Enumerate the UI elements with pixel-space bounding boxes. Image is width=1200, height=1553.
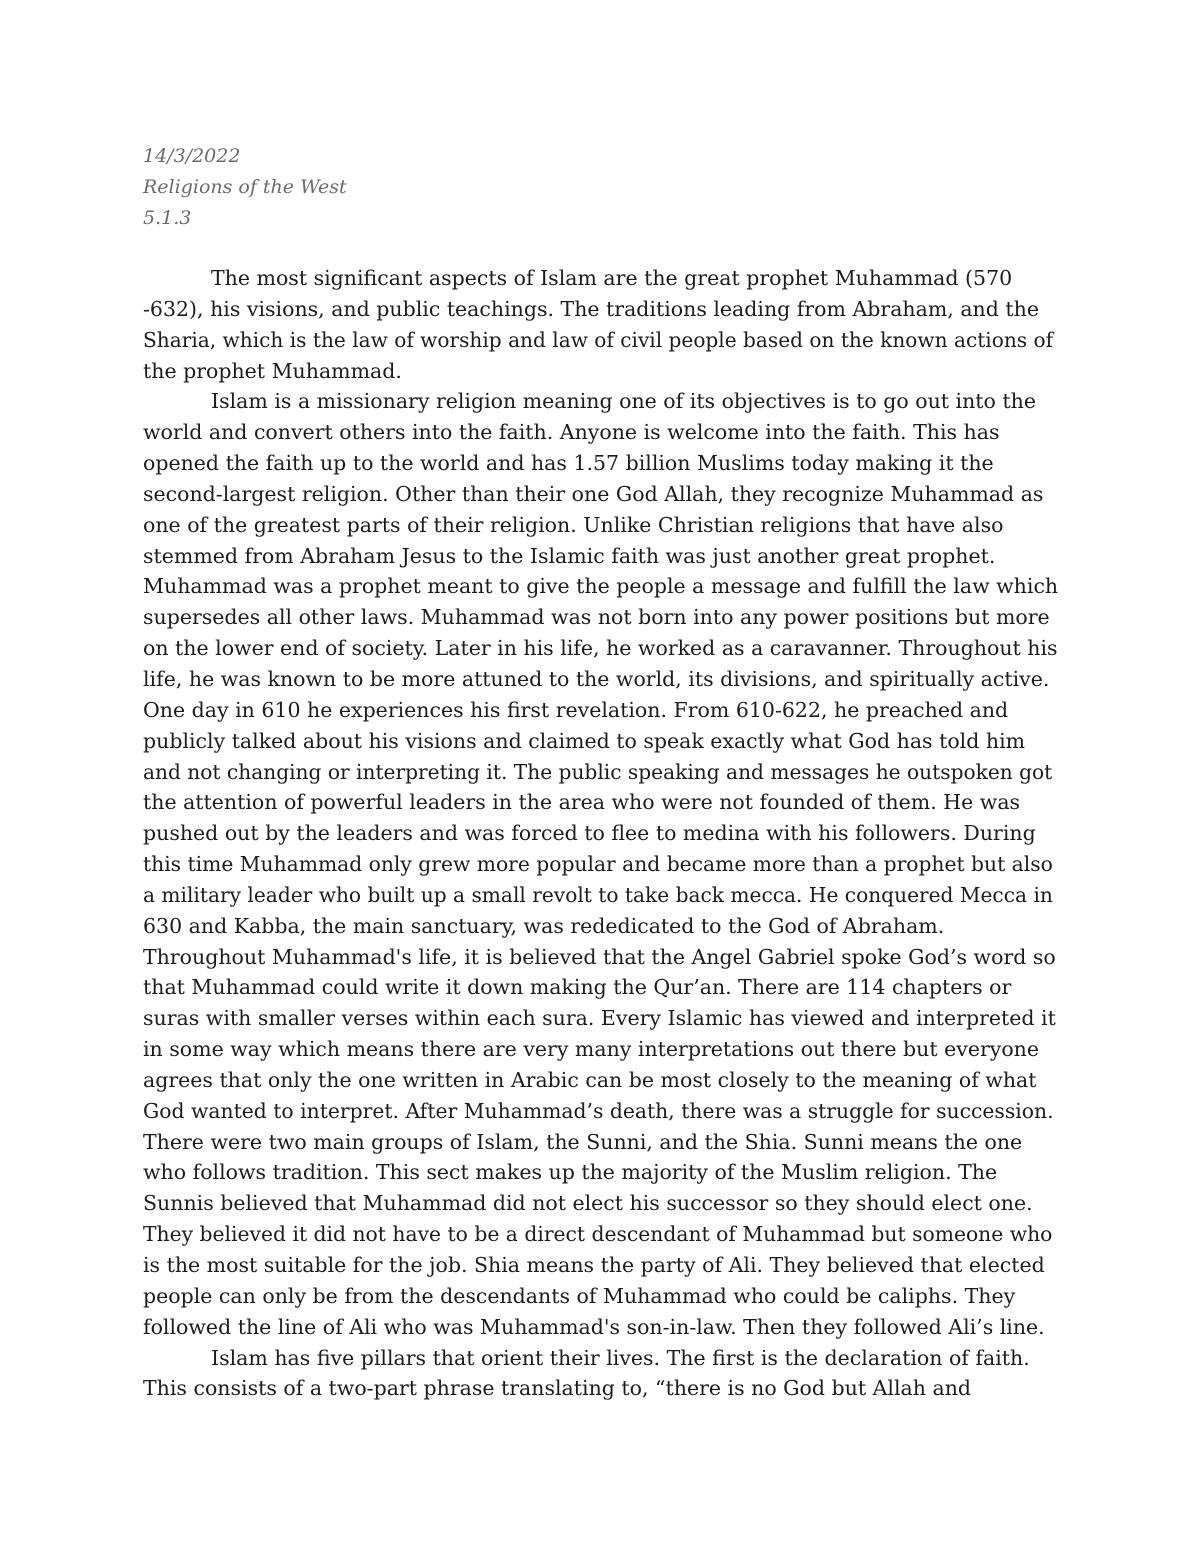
body-line: this time Muhammad only grew more popular and became more than a prophet but also <box>143 852 1053 877</box>
header-course: Religions of the West <box>143 176 347 198</box>
body-line: 630 and Kabba, the main sanctuary, was rededicated to the God of Abraham. <box>143 913 945 938</box>
body-line: life, he was known to be more attuned to the world, its divisions, and spiritually active. <box>143 666 1050 691</box>
body-line: agrees that only the one written in Arabic can be most closely to the meaning of what <box>143 1067 1037 1092</box>
body-line: Sharia, which is the law of worship and law of civil people based on the known actions of <box>143 327 1054 352</box>
body-line: The most significant aspects of Islam are the great prophet Muhammad (570 <box>211 266 1013 290</box>
body-line: They believed it did not have to be a direct descendant of Muhammad but someone who <box>143 1222 1053 1247</box>
body-line: God wanted to interpret. After Muhammad’s death, there was a struggle for succession. <box>143 1098 1054 1123</box>
document-header <box>143 141 347 234</box>
body-line: publicly talked about his visions and claimed to speak exactly what God has told him <box>143 728 1026 753</box>
body-line: on the lower end of society. Later in his life, he worked as a caravanner. Throughout his <box>143 636 1058 661</box>
body-line: people can only be from the descendants of Muhammad who could be caliphs. They <box>143 1283 1016 1308</box>
document-body <box>143 263 1058 1404</box>
body-line: followed the line of Ali who was Muhammad's son-in-law. Then they followed Ali’s line. <box>143 1314 1045 1339</box>
body-line: pushed out by the leaders and was forced to flee to medina with his followers. During <box>143 821 1036 846</box>
body-line: supersedes all other laws. Muhammad was not born into any power positions but more <box>143 605 1050 630</box>
body-line: in some way which means there are very many interpretations out there but everyone <box>143 1037 1040 1062</box>
body-line: -632), his visions, and public teachings. The traditions leading from Abraham, and the <box>143 296 1039 321</box>
header-date: 14/3/2022 <box>143 145 241 167</box>
body-line: Throughout Muhammad's life, it is believed that the Angel Gabriel spoke God’s word so <box>143 944 1056 969</box>
body-line: the attention of powerful leaders in the area who were not founded of them. He was <box>143 790 1021 815</box>
body-line: Islam has five pillars that orient their lives. The first is the declaration of faith. <box>211 1345 1030 1370</box>
body-line: that Muhammad could write it down making the Qur’an. There are 114 chapters or <box>143 975 1012 1000</box>
body-line: world and convert others into the faith. Anyone is welcome into the faith. This has <box>143 420 1000 445</box>
body-line: one of the greatest parts of their religion. Unlike Christian religions that have also <box>143 512 1004 537</box>
body-line: and not changing or interpreting it. The public speaking and messages he outspoken got <box>143 759 1053 784</box>
body-line: suras with smaller verses within each sura. Every Islamic has viewed and interpreted it <box>143 1006 1056 1031</box>
header-section: 5.1.3 <box>143 207 192 229</box>
body-line: Islam is a missionary religion meaning one of its objectives is to go out into the <box>211 389 1036 414</box>
body-line: who follows tradition. This sect makes up the majority of the Muslim religion. The <box>143 1160 998 1185</box>
body-line: Muhammad was a prophet meant to give the people a message and fulfill the law which <box>143 574 1059 599</box>
body-line: the prophet Muhammad. <box>143 358 402 383</box>
body-line: opened the faith up to the world and has 1.57 billion Muslims today making it the <box>143 451 994 476</box>
body-line: Sunnis believed that Muhammad did not elect his successor so they should elect one. <box>143 1191 1033 1216</box>
body-line: This consists of a two-part phrase translating to, “there is no God but Allah and <box>143 1376 972 1401</box>
body-line: second-largest religion. Other than their one God Allah, they recognize Muhammad as <box>143 481 1044 506</box>
body-line: is the most suitable for the job. Shia means the party of Ali. They believed that elected <box>143 1253 1045 1277</box>
body-line: stemmed from Abraham Jesus to the Islamic faith was just another great prophet. <box>143 543 996 568</box>
body-line: One day in 610 he experiences his first revelation. From 610-622, he preached and <box>143 697 1009 722</box>
body-line: There were two main groups of Islam, the Sunni, and the Shia. Sunni means the one <box>143 1129 1023 1154</box>
body-line: a military leader who built up a small revolt to take back mecca. He conquered Mecca in <box>143 882 1053 907</box>
